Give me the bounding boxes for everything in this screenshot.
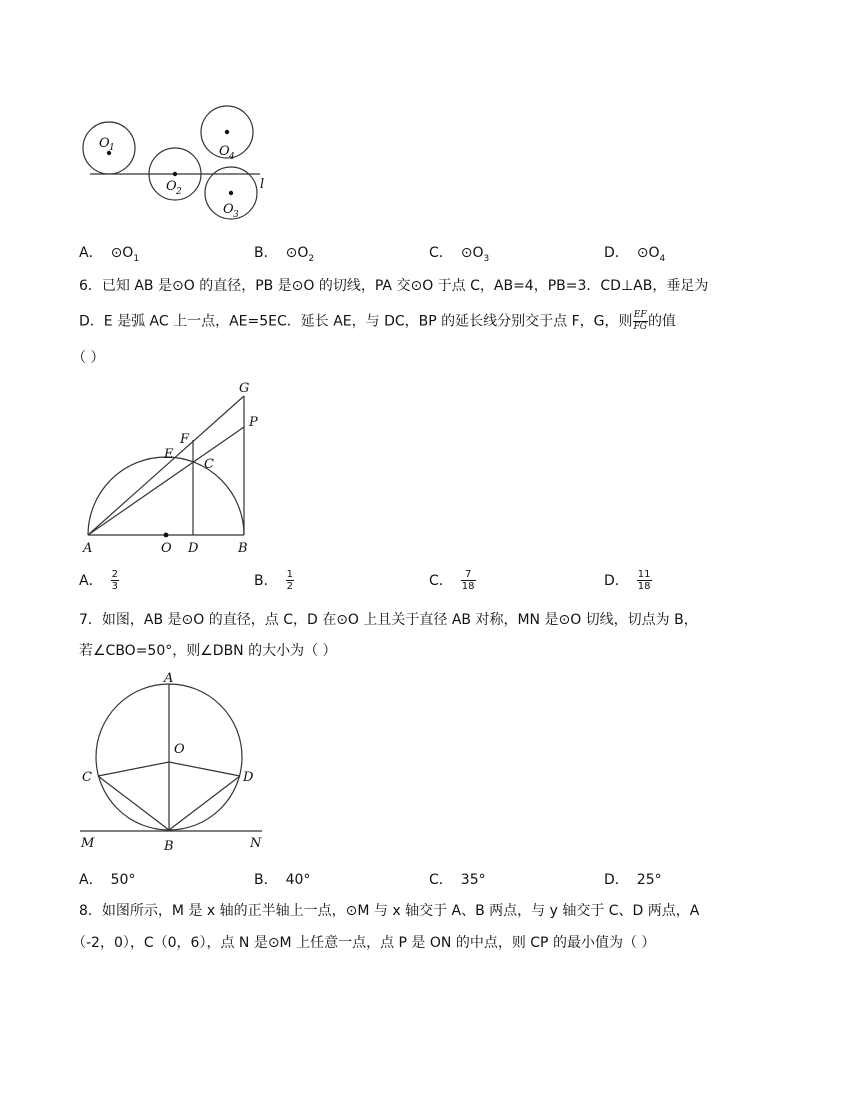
q6-figure [74,378,274,558]
q8-stem-line2: （-2，0），C（0，6），点 N 是⊙M 上任意一点，点 P 是 ON 的中点，则 CP 的最小值为（ ） [72,935,656,951]
label-c: C [204,457,214,472]
q6-option-d[interactable]: D． $\frac{11}{18}$ [604,569,651,592]
q7-option-b[interactable]: B． 40° [254,872,311,888]
q6-stem-line2: D．E 是弧 AC 上一点，AE=5EC．延长 AE，与 DC，BP 的延长线分别交于点 F，G，则 $\frac{EF}{FG}$ 的值 [79,310,676,332]
label-c: C [82,770,92,785]
segment-ap [88,427,244,535]
q6-option-b[interactable]: B． $\frac{1}{2}$ [254,569,293,592]
q7-stem-line1: 7．如图，AB 是⊙O 的直径，点 C，D 在⊙O 上且关于直径 AB 对称，MN 是⊙O 切线，切点为 B， [79,612,698,628]
q7-options [79,869,779,891]
q5-option-a[interactable]: A． $⊙O_1$ [79,245,140,264]
label-f: F [180,432,190,447]
q5-options [79,242,779,264]
label-o3: O [223,202,234,217]
label-o3-sub: 3 [233,210,239,220]
q7-figure [74,668,274,858]
label-o2: O [166,179,177,194]
label-o: O [161,541,172,556]
label-o4-sub: 4 [229,152,235,162]
label-a: A [164,671,174,686]
q6-option-a[interactable]: A． $\frac{2}{3}$ [79,569,118,592]
q5-figure [78,100,278,225]
q8-stem-line1: 8．如图所示，M 是 x 轴的正半轴上一点，⊙M 与 x 轴交于 A、B 两点，与 y 轴交于 C、D 两点，A [79,903,700,919]
q6-answer-paren: （ ） [72,350,105,366]
label-o1-sub: 1 [109,143,115,153]
q6-stem-line1: 6．已知 AB 是⊙O 的直径，PB 是⊙O 的切线，PA 交⊙O 于点 C，AB=4，PB=3．CD⊥AB，垂足为 [79,278,709,294]
label-d: D [188,541,199,556]
label-d: D [243,770,254,785]
q5-option-b[interactable]: B． $⊙O_2$ [254,245,315,264]
segment-od [169,762,240,776]
segment-ag [88,396,244,535]
label-n: N [250,836,262,851]
segment-db [169,776,240,830]
segment-cb [98,776,169,830]
center-o3-dot [229,191,233,195]
semicircle-arc [88,457,244,535]
label-o2-sub: 2 [176,187,182,197]
q6-option-c[interactable]: C． $\frac{7}{18}$ [429,569,475,592]
label-p: P [249,415,258,430]
center-o-dot [164,533,169,538]
label-a: A [83,541,93,556]
label-line-l: l [260,177,265,192]
label-m: M [81,836,95,851]
label-b: B [238,541,248,556]
label-o: O [174,742,185,757]
q7-option-c[interactable]: C． 35° [429,872,486,888]
center-o2-dot [173,172,177,176]
q6-options [79,569,779,597]
segment-oc [98,762,169,776]
q7-option-a[interactable]: A． 50° [79,872,136,888]
q5-option-d[interactable]: D． $⊙O_4$ [604,245,666,264]
label-o4: O [219,144,230,159]
q6-ratio-fraction: $\frac{EF}{FG}$ [633,310,647,332]
center-o4-dot [225,130,229,134]
label-o1: O [99,136,110,151]
label-b: B [164,839,174,854]
q5-option-c[interactable]: C． $⊙O_3$ [429,245,490,264]
label-g: G [239,381,250,396]
label-e: E [164,447,174,462]
q7-option-d[interactable]: D． 25° [604,872,662,888]
q7-stem-line2: 若∠CBO=50°，则∠DBN 的大小为（ ） [79,643,337,659]
